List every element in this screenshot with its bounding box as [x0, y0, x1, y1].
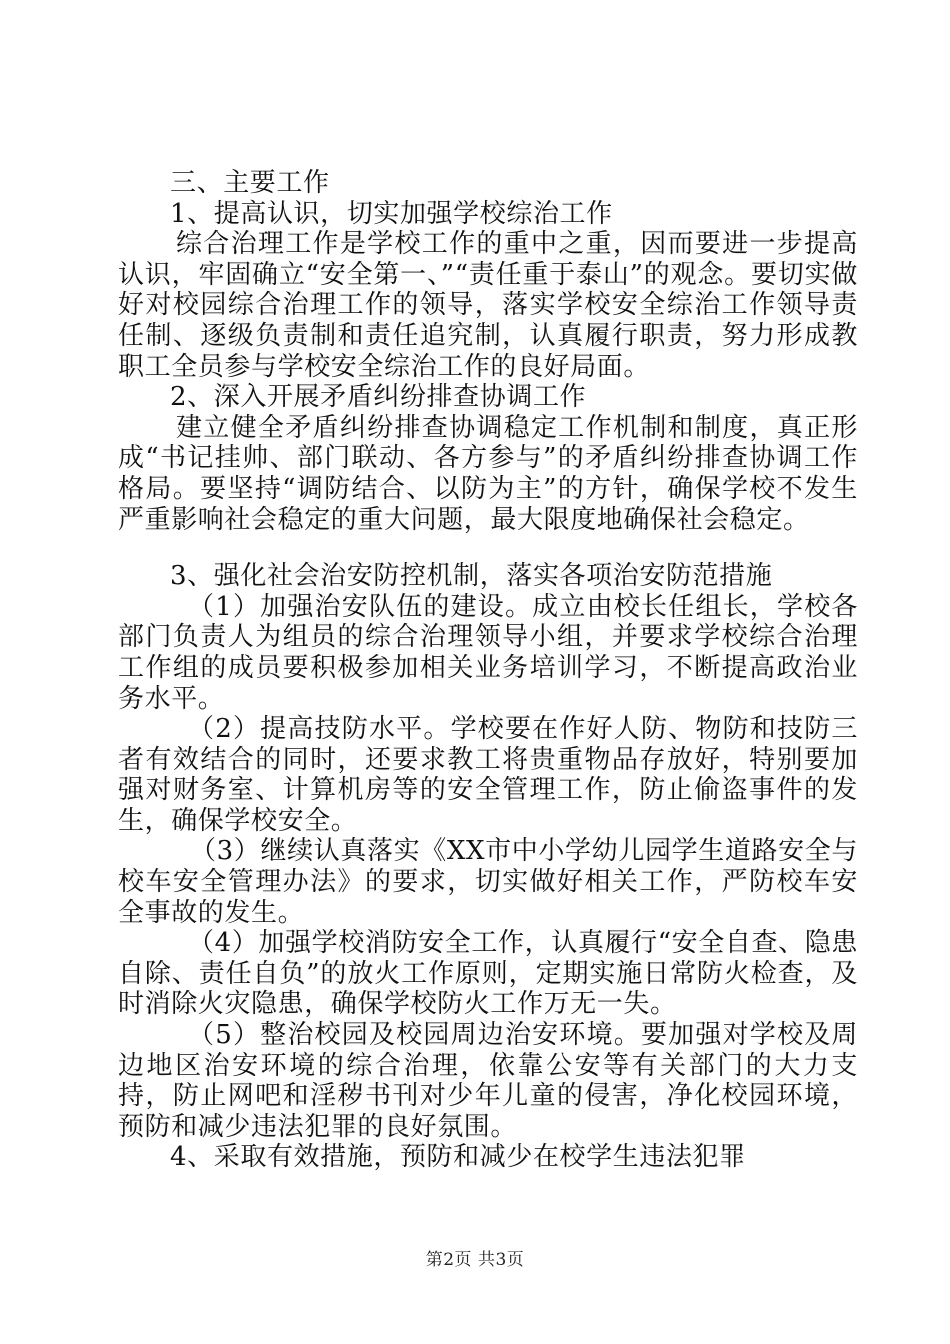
- subsection-heading: 4、采取有效措施，预防和减少在校学生违法犯罪: [170, 1142, 746, 1173]
- subsection-heading: 3、强化社会治安防控机制，落实各项治安防范措施: [170, 561, 773, 592]
- list-item-paragraph: （1）加强治安队伍的建设。成立由校长任组长，学校各部门负责人为组员的综合治理领导小组，并要求学校综合治理工作组的成员要积极参加相关业务培训学习，不断提高政治业务水平。: [118, 591, 858, 714]
- list-item-paragraph: （5）整治校园及校园周边治安环境。要加强对学校及周边地区治安环境的综合治理，依靠公安等有关部门的大力支持，防止网吧和淫秽书刊对少年儿童的侵害，净化校园环境，预防和减少违法犯罪的良好氛围。: [118, 1020, 858, 1142]
- document-body: [118, 168, 858, 1173]
- subsection-heading: 1、提高认识，切实加强学校综治工作: [170, 198, 613, 229]
- body-paragraph: 建立健全矛盾纠纷排查协调稳定工作机制和制度，真正形成“书记挂帅、部门联动、各方参与”的矛盾纠纷排查协调工作格局。要坚持“调防结合、以防为主”的方针，确保学校不发生严重影响社会稳定的重大问题，最大限度地确保社会稳定。: [118, 412, 858, 535]
- list-item-paragraph: （4）加强学校消防安全工作，认真履行“安全自查、隐患自除、责任自负”的放火工作原则，定期实施日常防火检查，及时消除火灾隐患，确保学校防火工作万无一失。: [118, 928, 858, 1020]
- list-item-paragraph: （3）继续认真落实《XX市中小学幼儿园学生道路安全与校车安全管理办法》的要求，切实做好相关工作，严防校车安全事故的发生。: [118, 836, 858, 928]
- body-paragraph: 综合治理工作是学校工作的重中之重，因而要进一步提高认识，牢固确立“安全第一、”“责任重于泰山”的观念。要切实做好对校园综合治理工作的领导，落实学校安全综治工作领导责任制、逐级负责制和责任追究制，认真履行职责，努力形成教职工全员参与学校安全综治工作的良好局面。: [118, 229, 858, 382]
- paragraph-spacer: [118, 535, 858, 561]
- section-heading: 三、主要工作: [170, 168, 330, 198]
- list-item-paragraph: （2）提高技防水平。学校要在作好人防、物防和技防三者有效结合的同时，还要求教工将贵重物品存放好，特别要加强对财务室、计算机房等的安全管理工作，防止偷盗事件的发生，确保学校安全。: [118, 714, 858, 836]
- subsection-heading: 2、深入开展矛盾纠纷排查协调工作: [170, 382, 587, 413]
- page-number-footer: 第2页 共3页: [425, 1250, 525, 1270]
